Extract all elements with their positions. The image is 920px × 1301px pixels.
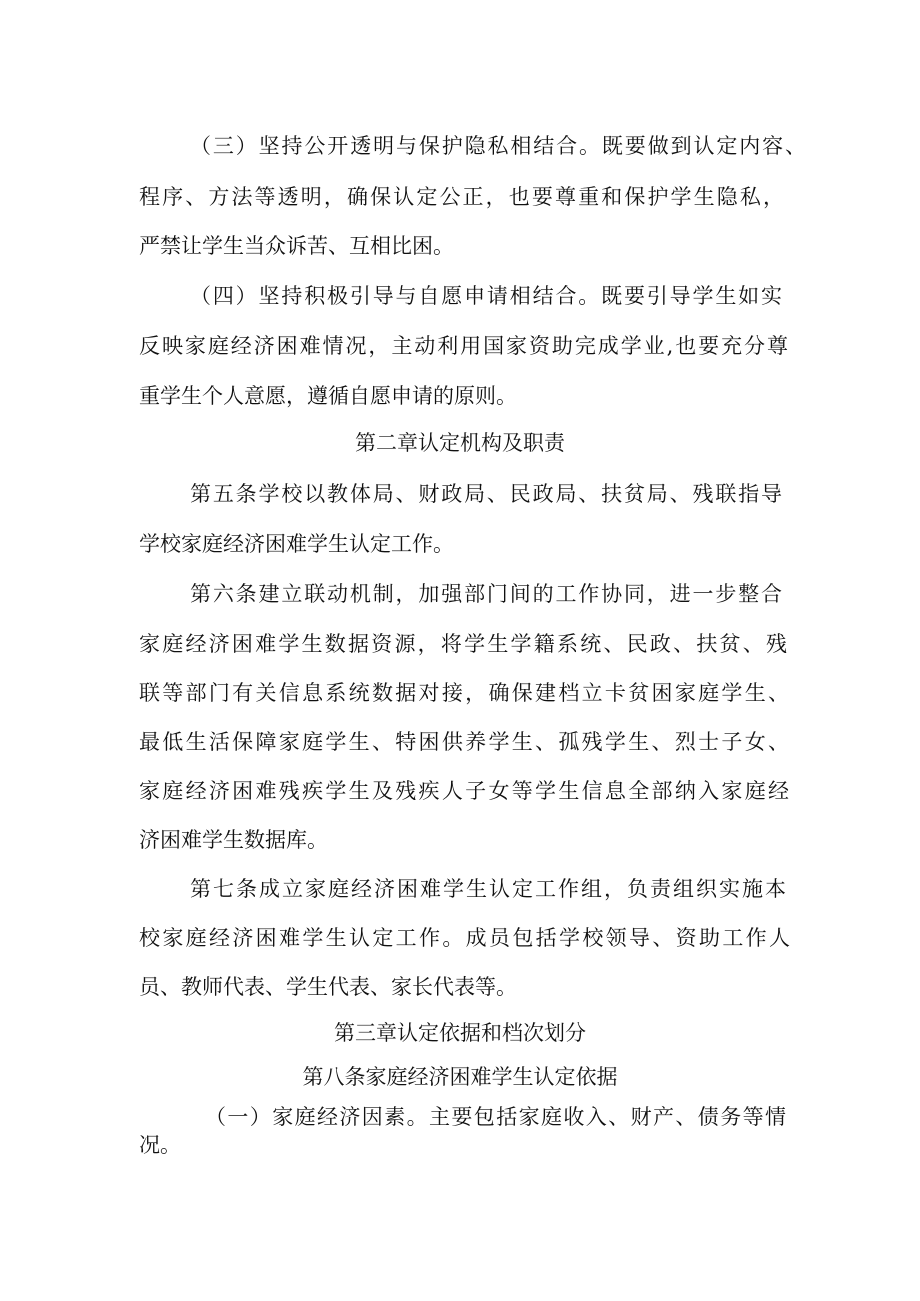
- article-6-line-4: 最低生活保障家庭学生、特困供养学生、孤残学生、烈士子女、: [139, 730, 789, 754]
- article-5-line-1: 第五条学校以教体局、财政局、民政局、扶贫局、残联指导: [190, 482, 782, 506]
- paragraph-3-line-2: 程序、方法等透明，确保认定公正，也要尊重和保护学生隐私，: [139, 185, 784, 209]
- article-7-line-3: 员、教师代表、学生代表、家长代表等。: [139, 975, 517, 999]
- chapter-3-heading: 第三章认定依据和档次划分: [334, 1021, 586, 1045]
- article-6-line-2: 家庭经济困难学生数据资源，将学生学籍系统、民政、扶贫、残: [139, 632, 787, 656]
- chapter-2-heading: 第二章认定机构及职责: [355, 431, 565, 455]
- article-8-item-1-line-2: 况。: [139, 1133, 181, 1157]
- article-6-line-3: 联等部门有关信息系统数据对接，确保建档立卡贫困家庭学生、: [139, 681, 789, 705]
- paragraph-4-line-1: （四）坚持积极引导与自愿申请相结合。既要引导学生如实: [190, 284, 782, 308]
- article-8-item-1-line-1: （一）家庭经济因素。主要包括家庭收入、财产、债务等情: [205, 1105, 786, 1129]
- article-7-line-2: 校家庭经济困难学生认定工作。成员包括学校领导、资助工作人: [139, 926, 790, 950]
- paragraph-4-line-3: 重学生个人意愿，遵循自愿申请的原则。: [139, 384, 517, 408]
- article-6-line-1: 第六条建立联动机制，加强部门间的工作协同，进一步整合: [190, 582, 782, 606]
- article-5-line-2: 学校家庭经济困难学生认定工作。: [139, 532, 454, 556]
- article-6-line-5: 家庭经济困难残疾学生及残疾人子女等学生信息全部纳入家庭经: [139, 779, 789, 803]
- article-6-line-6: 济困难学生数据库。: [139, 828, 328, 852]
- paragraph-3-line-3: 严禁让学生当众诉苦、互相比困。: [139, 234, 454, 258]
- article-7-line-1: 第七条成立家庭经济困难学生认定工作组，负责组织实施本: [190, 877, 786, 901]
- article-8-heading: 第八条家庭经济困难学生认定依据: [302, 1065, 618, 1089]
- paragraph-3-line-1: （三）坚持公开透明与保护隐私相结合。既要做到认定内容、: [190, 134, 806, 158]
- paragraph-4-line-2: 反映家庭经济困难情况，主动利用国家资助完成学业,也要充分尊: [139, 334, 788, 358]
